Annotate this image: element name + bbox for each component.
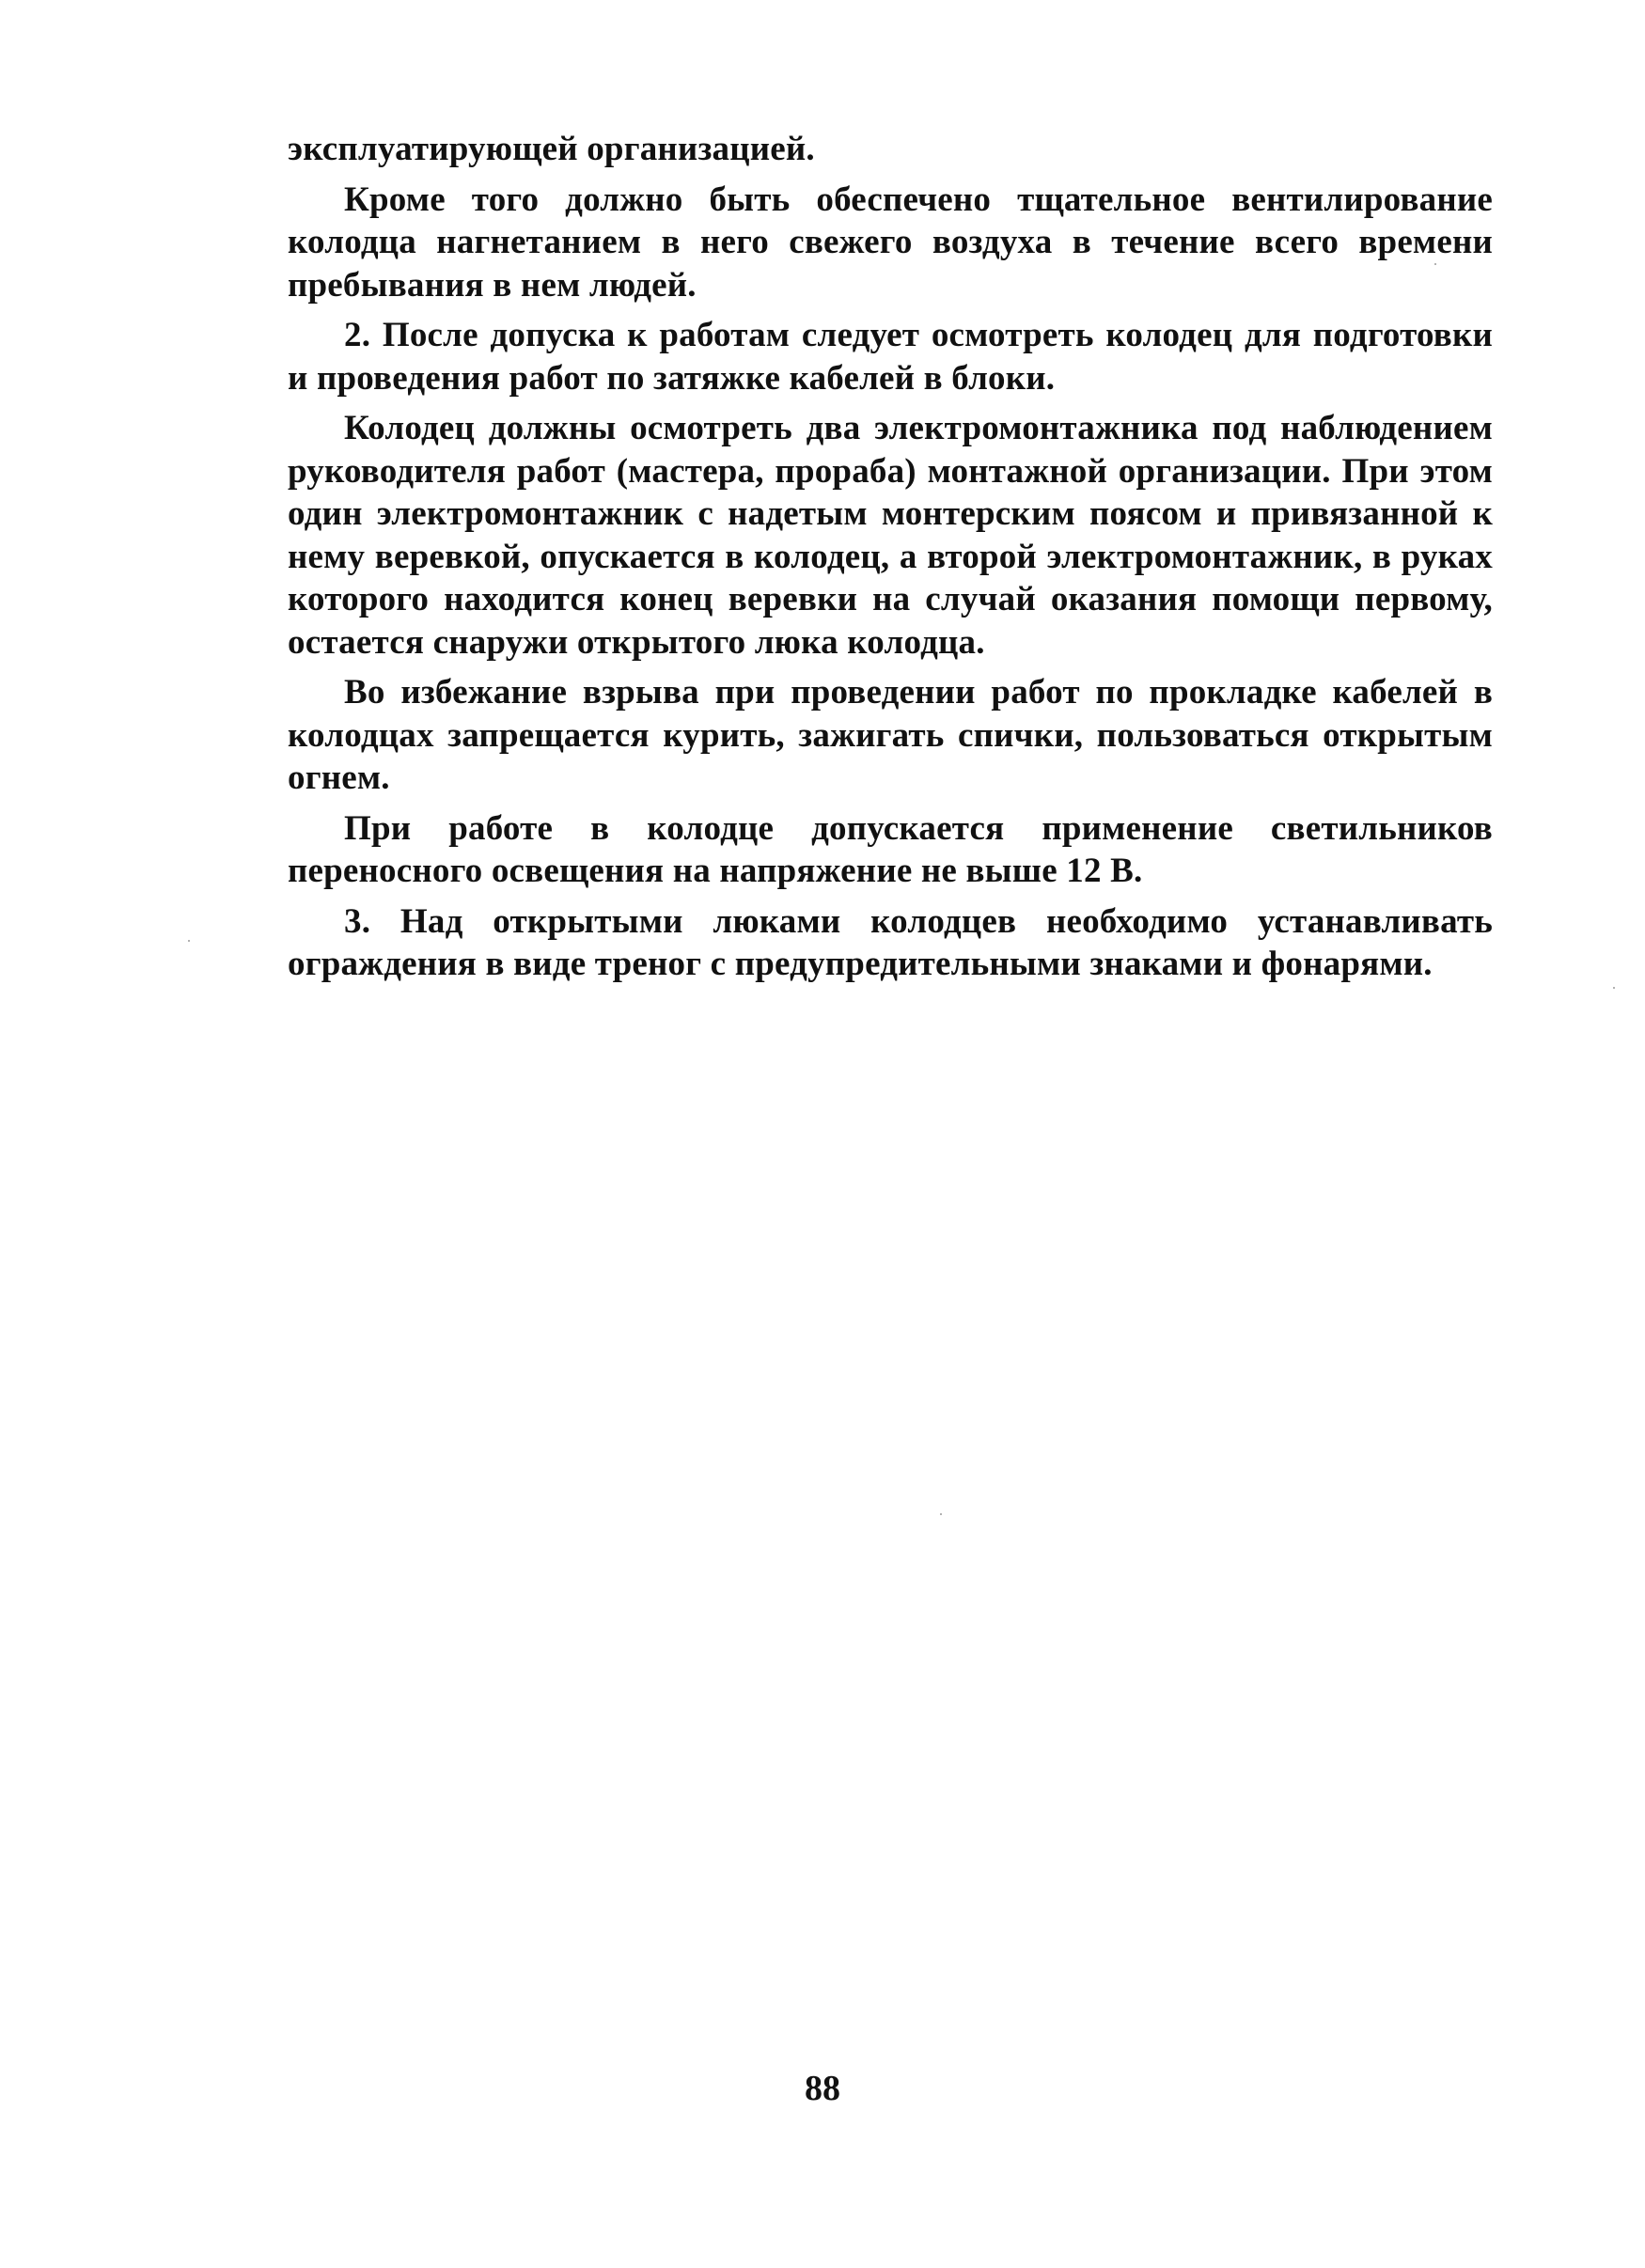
paragraph-lighting: При работе в колодце допускается применение светильников переносного освещения на напряжение не выше 12 В.: [288, 808, 1493, 890]
paragraph-item-3: 3. Над открытыми люками колодцев необходимо устанавливать ограждения в виде треног с предупредительными знаками и фонарями.: [288, 901, 1493, 983]
paragraph-ventilation: Кроме того должно быть обеспечено тщательное вентилирование колодца нагнетанием в него свежего воздуха в течение всего времени пребывания в нем людей.: [288, 180, 1493, 305]
scan-speck: [188, 940, 190, 942]
paragraph-fire-safety: Во избежание взрыва при проведении работ по прокладке кабелей в колодцах запрещается курить, зажигать спички, пользоваться открытым огнем.: [288, 673, 1493, 797]
paragraph-continuation: эксплуатирующей организацией.: [288, 130, 815, 168]
scan-speck: [1613, 987, 1615, 989]
body-text: [288, 128, 1493, 986]
paragraph-inspection: Колодец должны осмотреть два электромонтажника под наблюдением руководителя работ (мастера, прораба) монтажной организации. При этом один электромонтажник с надетым монтерским поясом и привязанной к нему веревкой, опускается в колодец, а второй электромонтажник, в руках которого находится конец веревки на случай оказания помощи первому, остается снаружи открытого люка колодца.: [288, 409, 1493, 662]
paragraph-item-2: 2. После допуска к работам следует осмотреть колодец для подготовки и проведения работ по затяжке кабелей в блоки.: [288, 316, 1493, 398]
scan-speck: [1434, 263, 1436, 265]
page-number: 88: [805, 2069, 840, 2108]
scan-speck: [940, 1513, 942, 1515]
